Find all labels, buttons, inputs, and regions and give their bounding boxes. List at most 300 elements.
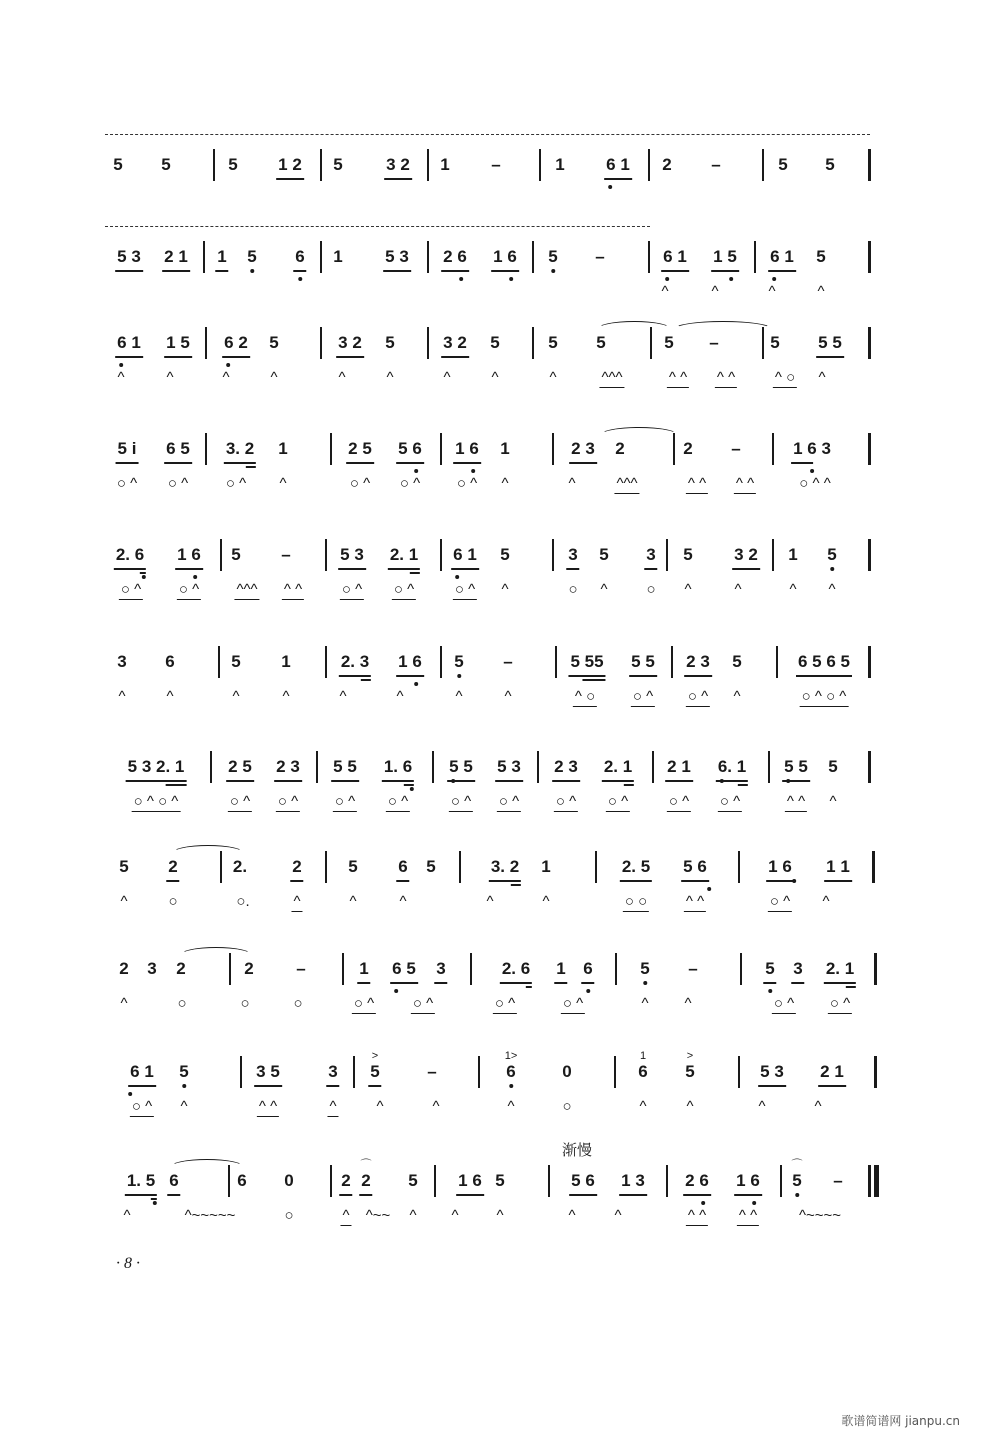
note: 2 (683, 439, 693, 458)
note: 5 (825, 155, 835, 174)
barline (555, 646, 557, 678)
note: – (427, 1062, 437, 1081)
note: 5 (247, 247, 256, 267)
accent-symbol: ^ ^ (669, 369, 687, 387)
note: 1 (278, 439, 288, 458)
accent-symbol: ○. (236, 893, 250, 910)
note: 3. 2 (226, 439, 254, 459)
note: 2 (292, 857, 301, 877)
accent-symbol: ○ (284, 1207, 294, 1224)
barline-final (874, 1165, 879, 1197)
note: 6 5 6 5 (798, 652, 850, 672)
barline (210, 751, 212, 783)
accent-symbol: ^ ○ (575, 688, 595, 706)
note: – (281, 545, 291, 564)
accent-symbol: ○ (646, 581, 656, 598)
accent-symbol: ^ (817, 283, 825, 300)
accent-symbol: ^ (166, 688, 174, 705)
note: 5 (765, 959, 774, 979)
barline (552, 433, 554, 465)
accent-symbol: ○ ^ (669, 793, 689, 811)
note: 2 (176, 959, 186, 978)
note: 1 (217, 247, 226, 267)
accent-symbol: ^ ^ (688, 1207, 706, 1225)
accent-symbol: ^ (118, 688, 126, 705)
note: 1 (440, 155, 450, 174)
accent-symbol: ^ (117, 369, 125, 386)
note: 1 3 (621, 1171, 645, 1191)
accent-symbol: ^ (614, 1207, 622, 1224)
accent-symbol: ○ ^ (451, 793, 471, 811)
note: 3 2 (443, 333, 467, 353)
note: 6 1 (638, 1050, 648, 1081)
barline (440, 539, 442, 571)
dashed-rule (105, 226, 650, 227)
accent-symbol: ○ ^ (116, 475, 138, 492)
accent-symbol: ^ (270, 369, 278, 386)
accent-symbol: ○ (568, 581, 578, 598)
accent-symbol: ○ ^ (556, 793, 576, 811)
note: – (491, 155, 501, 174)
note: 2 (119, 959, 129, 978)
note: 2 3 (554, 757, 578, 777)
barline (205, 433, 207, 465)
accent-symbol: ○ ^ (499, 793, 519, 811)
note: 5 > (370, 1062, 379, 1082)
accent-symbol: ○ ^ (455, 581, 475, 599)
note: 5 (113, 155, 123, 174)
accent-symbol: ○ ^ (720, 793, 740, 811)
barline (666, 1165, 668, 1197)
note: 5 (548, 247, 557, 267)
note: 2 (341, 1171, 350, 1191)
accent-symbol: ^ (684, 995, 692, 1012)
tie-slur (597, 321, 671, 337)
barline (320, 327, 322, 359)
accent-symbol: ^ (293, 893, 300, 911)
note: 1 2 (278, 155, 302, 175)
accent-symbol: ^ (768, 283, 776, 300)
note: 1 6 (398, 652, 422, 672)
barline (218, 646, 220, 678)
note: 1 (556, 959, 565, 979)
note: 2 5 (348, 439, 372, 459)
note: 5 5 (631, 652, 655, 672)
barline (427, 149, 429, 181)
note: 5 (732, 652, 742, 671)
barline (353, 1056, 355, 1088)
note: 5 3 (340, 545, 364, 565)
note: 5 (408, 1171, 418, 1190)
barline (874, 1056, 877, 1088)
note: 3 (147, 959, 157, 978)
note: 1 6 (455, 439, 479, 459)
note: 6 (295, 247, 304, 267)
barline (772, 433, 774, 465)
note: 1 (359, 959, 368, 979)
note: 5 (119, 857, 129, 876)
note: 1 (281, 652, 291, 671)
note: 5 (333, 155, 343, 174)
accent-symbol: ○ ^ (563, 995, 583, 1013)
note: 5 (426, 857, 436, 876)
accent-symbol: ○ (562, 1098, 572, 1115)
accent-symbol: ^ (222, 369, 230, 386)
note: 1 6 (493, 247, 517, 267)
note: 3 (328, 1062, 337, 1082)
note: – (595, 247, 605, 266)
accent-symbol: ^ (504, 688, 512, 705)
accent-symbol: ○ ^ (394, 581, 414, 599)
note: 2 3 (686, 652, 710, 672)
system-3 (0, 333, 990, 443)
accent-symbol: ^ (432, 1098, 440, 1115)
barline (868, 539, 871, 571)
accent-symbol: ^ (814, 1098, 822, 1115)
note: 5 55 (570, 652, 603, 672)
note: 1. 5 (127, 1171, 155, 1191)
system-10 (0, 1050, 990, 1172)
accent-symbol: ^ (549, 369, 557, 386)
note: – (296, 959, 306, 978)
tie-slur (600, 427, 678, 443)
dashed-rule (105, 134, 870, 135)
note: 5 3 (497, 757, 521, 777)
note: 6 1 (770, 247, 794, 267)
accent-symbol: ^ (828, 581, 836, 598)
note: 1 (333, 247, 343, 266)
barline (203, 241, 205, 273)
note: 5 (778, 155, 788, 174)
note: 3 2 (338, 333, 362, 353)
note: 5 (495, 1171, 505, 1190)
note: 5 5 (784, 757, 808, 777)
accent-symbol: ^ (349, 893, 357, 910)
barline (595, 851, 597, 883)
note: 2 (244, 959, 254, 978)
barline (615, 953, 617, 985)
note: 6 1 (130, 1062, 154, 1082)
tie-slur (180, 947, 252, 963)
barline (666, 539, 668, 571)
accent-symbol: ^ (501, 475, 509, 492)
note: 5 (827, 545, 836, 565)
accent-symbol: ^ ^ (284, 581, 302, 599)
note: 2 3 (571, 439, 595, 459)
note: 2 (662, 155, 672, 174)
note: 2. (232, 857, 248, 876)
barline (768, 751, 770, 783)
barline (342, 953, 344, 985)
accent-symbol: ^ ^ (787, 793, 805, 811)
accent-symbol: ^ ^ (739, 1207, 757, 1225)
barline (738, 851, 740, 883)
barline (325, 646, 327, 678)
note: 5 3 (760, 1062, 784, 1082)
accent-symbol: ^ (829, 793, 837, 810)
accent-symbol: ○ ^ (349, 475, 371, 492)
barline (868, 149, 871, 181)
note: 2 3 (276, 757, 300, 777)
accent-symbol: ○ (240, 995, 250, 1012)
barline (868, 1165, 871, 1197)
accent-symbol: ^ (120, 893, 128, 910)
barline (427, 241, 429, 273)
accent-symbol: ^ (600, 581, 608, 598)
note: 3 (793, 959, 802, 979)
note: 6 5 (166, 439, 190, 459)
accent-symbol: ○ ^ (399, 475, 421, 492)
barline (434, 1165, 436, 1197)
accent-symbol: ^ (758, 1098, 766, 1115)
accent-symbol: ^ (342, 1207, 349, 1225)
note: 2 (615, 439, 625, 458)
accent-symbol: ^ (661, 283, 669, 300)
accent-symbol: ○ ^ (456, 475, 478, 492)
barline (740, 953, 742, 985)
accent-symbol: ○ ^ ○ ^ (802, 688, 847, 706)
barline (459, 851, 461, 883)
accent-symbol: ^ ^ (686, 893, 704, 911)
barline (738, 1056, 740, 1088)
note: 5 (454, 652, 463, 672)
note: 5 3 2. 1 (128, 757, 185, 777)
note: 3 5 (256, 1062, 280, 1082)
barline (478, 1056, 480, 1088)
note: 1. 6 (384, 757, 412, 777)
accent-symbol: ^ (329, 1098, 336, 1116)
accent-symbol: ^ (542, 893, 550, 910)
note: 1 6 (768, 857, 792, 877)
accent-symbol: ○ ^ (230, 793, 250, 811)
barline (440, 433, 442, 465)
accent-symbol: ^ (641, 995, 649, 1012)
accent-symbol: ^ (376, 1098, 384, 1115)
note: 3 2 (734, 545, 758, 565)
accent-symbol: ○ ^ (354, 995, 374, 1013)
accent-symbol: ○ ^ (413, 995, 433, 1013)
barline (240, 1056, 242, 1088)
accent-symbol: ○ ^ (121, 581, 141, 599)
barline (220, 539, 222, 571)
accent-symbol: ^ (789, 581, 797, 598)
accent-symbol: ○ (177, 995, 187, 1012)
accent-symbol: ^^^ (236, 581, 257, 599)
accent-symbol: ^ (734, 581, 742, 598)
accent-symbol: ^~~ (365, 1207, 391, 1224)
note: 6 (398, 857, 407, 877)
barline (330, 433, 332, 465)
note: 5 ⌒ (792, 1171, 801, 1191)
note: – (709, 333, 719, 352)
note: 3 (436, 959, 445, 979)
accent-symbol: ^~~~~ (798, 1207, 842, 1224)
note: 6 1 (117, 333, 141, 353)
accent-symbol: ^ (282, 688, 290, 705)
barline (754, 241, 756, 273)
barline (648, 241, 650, 273)
system-5 (0, 545, 990, 655)
system-6 (0, 652, 990, 762)
note: 5 6 (571, 1171, 595, 1191)
barline (548, 1165, 550, 1197)
barline (552, 539, 554, 571)
tempo-marking: 渐慢 (562, 1141, 593, 1159)
tie-slur (172, 845, 244, 861)
accent-symbol: ^ (232, 688, 240, 705)
barline (320, 149, 322, 181)
note: 5 (548, 333, 558, 352)
accent-symbol: ^ ○ (775, 369, 795, 387)
accent-symbol: ○ (293, 995, 303, 1012)
accent-symbol: ^~~~~~ (184, 1207, 236, 1224)
note: – (503, 652, 513, 671)
note: 1 (788, 545, 798, 564)
accent-symbol: ^ (491, 369, 499, 386)
accent-symbol: ^ (451, 1207, 459, 1224)
note: 6. 1 (718, 757, 746, 777)
system-7 (0, 757, 990, 867)
note: – (833, 1171, 843, 1190)
accent-symbol: ○ ^ ^ (799, 475, 831, 492)
note: 6 (165, 652, 175, 671)
accent-symbol: ^ (396, 688, 404, 705)
accent-symbol: ^ (733, 688, 741, 705)
note: 1 6 3 (793, 439, 831, 459)
note: 6 (583, 959, 592, 979)
barline (671, 646, 673, 678)
accent-symbol: ^ (684, 581, 692, 598)
note: 1 6 (458, 1171, 482, 1191)
barline (539, 149, 541, 181)
note: 2 1 (820, 1062, 844, 1082)
accent-symbol: ○ ^ (633, 688, 653, 706)
note: 6 5 (392, 959, 416, 979)
accent-symbol: ○ ^ (830, 995, 850, 1013)
accent-symbol: ^ (409, 1207, 417, 1224)
accent-symbol: ^ (568, 475, 576, 492)
note: 5 (490, 333, 500, 352)
note: 5 3 (385, 247, 409, 267)
note: 5 (385, 333, 395, 352)
note: 2 6 (443, 247, 467, 267)
accent-symbol: ^ (486, 893, 494, 910)
barline (427, 327, 429, 359)
barline (330, 1165, 332, 1197)
accent-symbol: ^ ^ (259, 1098, 277, 1116)
note: 5 (228, 155, 238, 174)
system-9 (0, 959, 990, 1069)
barline (320, 241, 322, 273)
accent-symbol: ^ (166, 369, 174, 386)
note: 5 (231, 545, 241, 564)
note: 5 (683, 545, 693, 564)
note: 5 i (118, 439, 137, 459)
accent-symbol: ^ (443, 369, 451, 386)
barline (868, 433, 871, 465)
accent-symbol: ○ ^ (335, 793, 355, 811)
note: 6 1> (506, 1062, 515, 1082)
note: 5 (500, 545, 510, 564)
accent-symbol: ^ (338, 369, 346, 386)
note: – (688, 959, 698, 978)
barline (772, 539, 774, 571)
accent-symbol: ^ (123, 1207, 131, 1224)
note: 2 5 (228, 757, 252, 777)
accent-symbol: ^ (818, 369, 826, 386)
barline (868, 241, 871, 273)
note: 6 1 (453, 545, 477, 565)
note: 1 (500, 439, 510, 458)
barline (470, 953, 472, 985)
accent-symbol: ^ (120, 995, 128, 1012)
accent-symbol: ^ (279, 475, 287, 492)
watermark: 歌谱简谱网 jianpu.cn (841, 1414, 960, 1428)
barline (440, 646, 442, 678)
note: 5 5 (449, 757, 473, 777)
note: 5 (596, 333, 606, 352)
accent-symbol: ^ (568, 1207, 576, 1224)
barline (432, 751, 434, 783)
system-4 (0, 439, 990, 549)
accent-symbol: ^ (386, 369, 394, 386)
accent-symbol: ^ (711, 283, 719, 300)
tie-slur (674, 321, 772, 337)
accent-symbol: ○ ^ (774, 995, 794, 1013)
note: 5 (231, 652, 241, 671)
note: 5 (161, 155, 171, 174)
note: 5 (179, 1062, 188, 1082)
accent-symbol: ^ (455, 688, 463, 705)
note: 1 (541, 857, 551, 876)
note: 0 (562, 1062, 572, 1081)
system-8 (0, 857, 990, 967)
barline (776, 646, 778, 678)
note: 5 (599, 545, 609, 564)
note: 2 ⌒ (361, 1171, 370, 1191)
accent-symbol: ^^^ (601, 369, 622, 387)
note: 3 2 (386, 155, 410, 175)
barline (868, 327, 871, 359)
note: 5 5 (818, 333, 842, 353)
note: 1 6 (736, 1171, 760, 1191)
accent-symbol: ^ (822, 893, 830, 910)
note: 5 (816, 247, 826, 266)
note: 2. 1 (604, 757, 632, 777)
barline (868, 751, 871, 783)
accent-symbol: ○ ○ (625, 893, 647, 911)
accent-symbol: ^ (507, 1098, 515, 1115)
note: 6 1 (606, 155, 630, 175)
accent-symbol: ○ ^ (179, 581, 199, 599)
barline (648, 149, 650, 181)
note: 1 (555, 155, 565, 174)
note: – (731, 439, 741, 458)
note: 6 (169, 1171, 178, 1191)
barline (532, 327, 534, 359)
note: 3 (646, 545, 655, 565)
accent-symbol: ^ ^ (717, 369, 735, 387)
accent-symbol: ^ (639, 1098, 647, 1115)
note: 2. 6 (502, 959, 530, 979)
note: 2. 5 (622, 857, 650, 877)
barline (652, 751, 654, 783)
note: 2. 3 (341, 652, 369, 672)
note: 6 2 (224, 333, 248, 353)
note: 2. 6 (116, 545, 144, 565)
tie-slur (170, 1159, 244, 1175)
accent-symbol: ○ ^ (225, 475, 247, 492)
